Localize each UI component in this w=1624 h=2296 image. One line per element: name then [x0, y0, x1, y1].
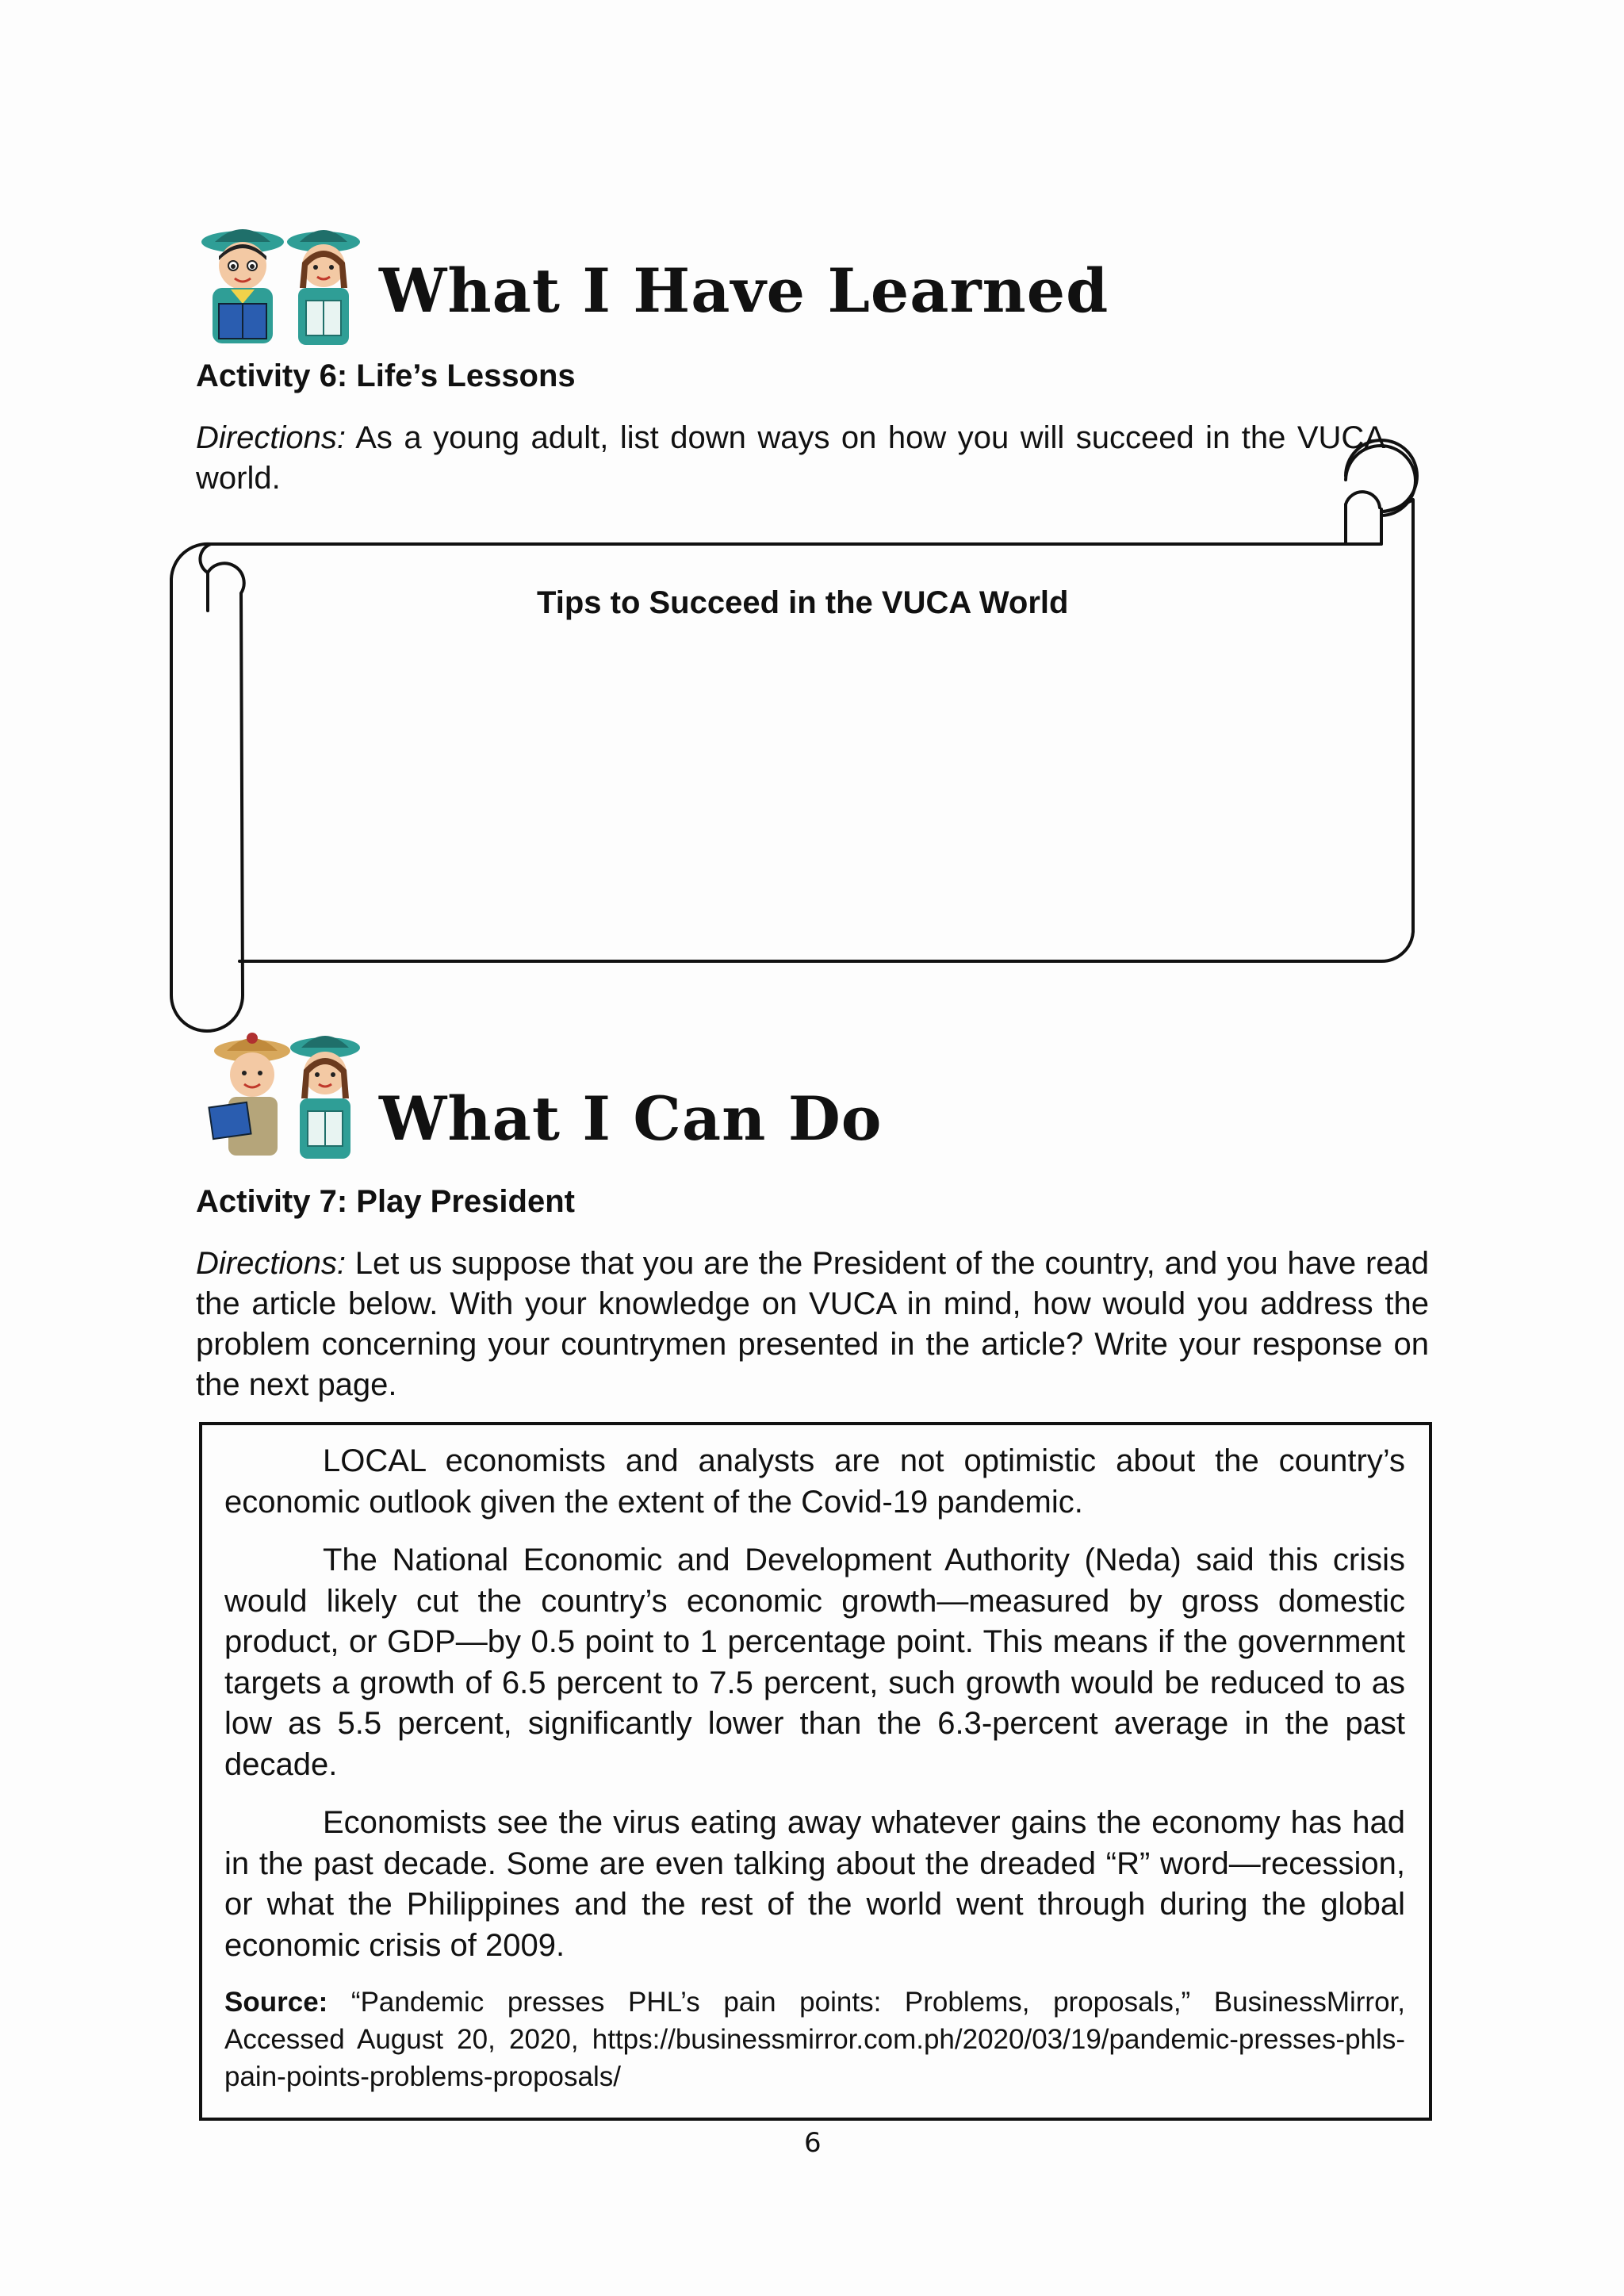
directions-text-2: Let us suppose that you are the President of the country, and you have read the article below. With your knowledge on VUCA in mind, how would you address the problem concerning your countrymen presented in the article? Write your response on the next page. — [196, 1246, 1429, 1402]
source-text: “Pandemic presses PHL’s pain points: Problems, proposals,” BusinessMirror, Accessed August 20, 2020, https://businessmirror.com.ph/2020/03/19/pandemic-presses-phls-pain-points-problems-proposals/ — [224, 1987, 1405, 2092]
scout-girl-with-book-icon — [290, 1036, 360, 1159]
scout-boy-with-book-icon — [209, 1033, 290, 1156]
article-source — [224, 1984, 1405, 2095]
section-title-what-i-have-learned: What I Have Learned — [379, 255, 1109, 326]
activity-6-heading: Activity 6: Life’s Lessons — [196, 358, 576, 393]
scroll-answer-area[interactable] — [246, 634, 1404, 952]
directions-text: As a young adult, list down ways on how you will succeed in the VUCA world. — [196, 420, 1385, 496]
activity-7-heading: Activity 7: Play President — [196, 1184, 575, 1219]
article-paragraph-3: Economists see the virus eating away whatever gains the economy has had in the past decade. Some are even talking about the dreaded “R” word—recession, or what the Philippines and the rest of the world went through during the global economic crisis of 2009. — [224, 1805, 1405, 1963]
source-label: Source: — [224, 1987, 328, 2018]
activity-7-directions — [196, 1244, 1429, 1405]
scouts-illustration-2 — [205, 1029, 368, 1163]
directions-label-2: Directions: — [196, 1246, 346, 1281]
article-paragraph-2: The National Economic and Development Authority (Neda) said this crisis would likely cut the country’s economic growth—measured by gross domestic product, or GDP—by 0.5 point to 1 percentage point. This means if the government targets a growth of 6.5 percent to 7.5 percent, such growth would be reduced to as low as 5.5 percent, significantly lower than the 6.3-percent average in the past decade. — [224, 1543, 1405, 1782]
scroll-title: Tips to Succeed in the VUCA World — [537, 585, 1069, 620]
article-box — [199, 1422, 1432, 2121]
article-paragraph-1: LOCAL economists and analysts are not optimistic about the country’s economic outlook given the extent of the Covid-19 pandemic. — [224, 1443, 1405, 1520]
page-number: 6 — [804, 2127, 822, 2159]
section-title-what-i-can-do: What I Can Do — [379, 1083, 883, 1154]
directions-label: Directions: — [196, 420, 346, 455]
